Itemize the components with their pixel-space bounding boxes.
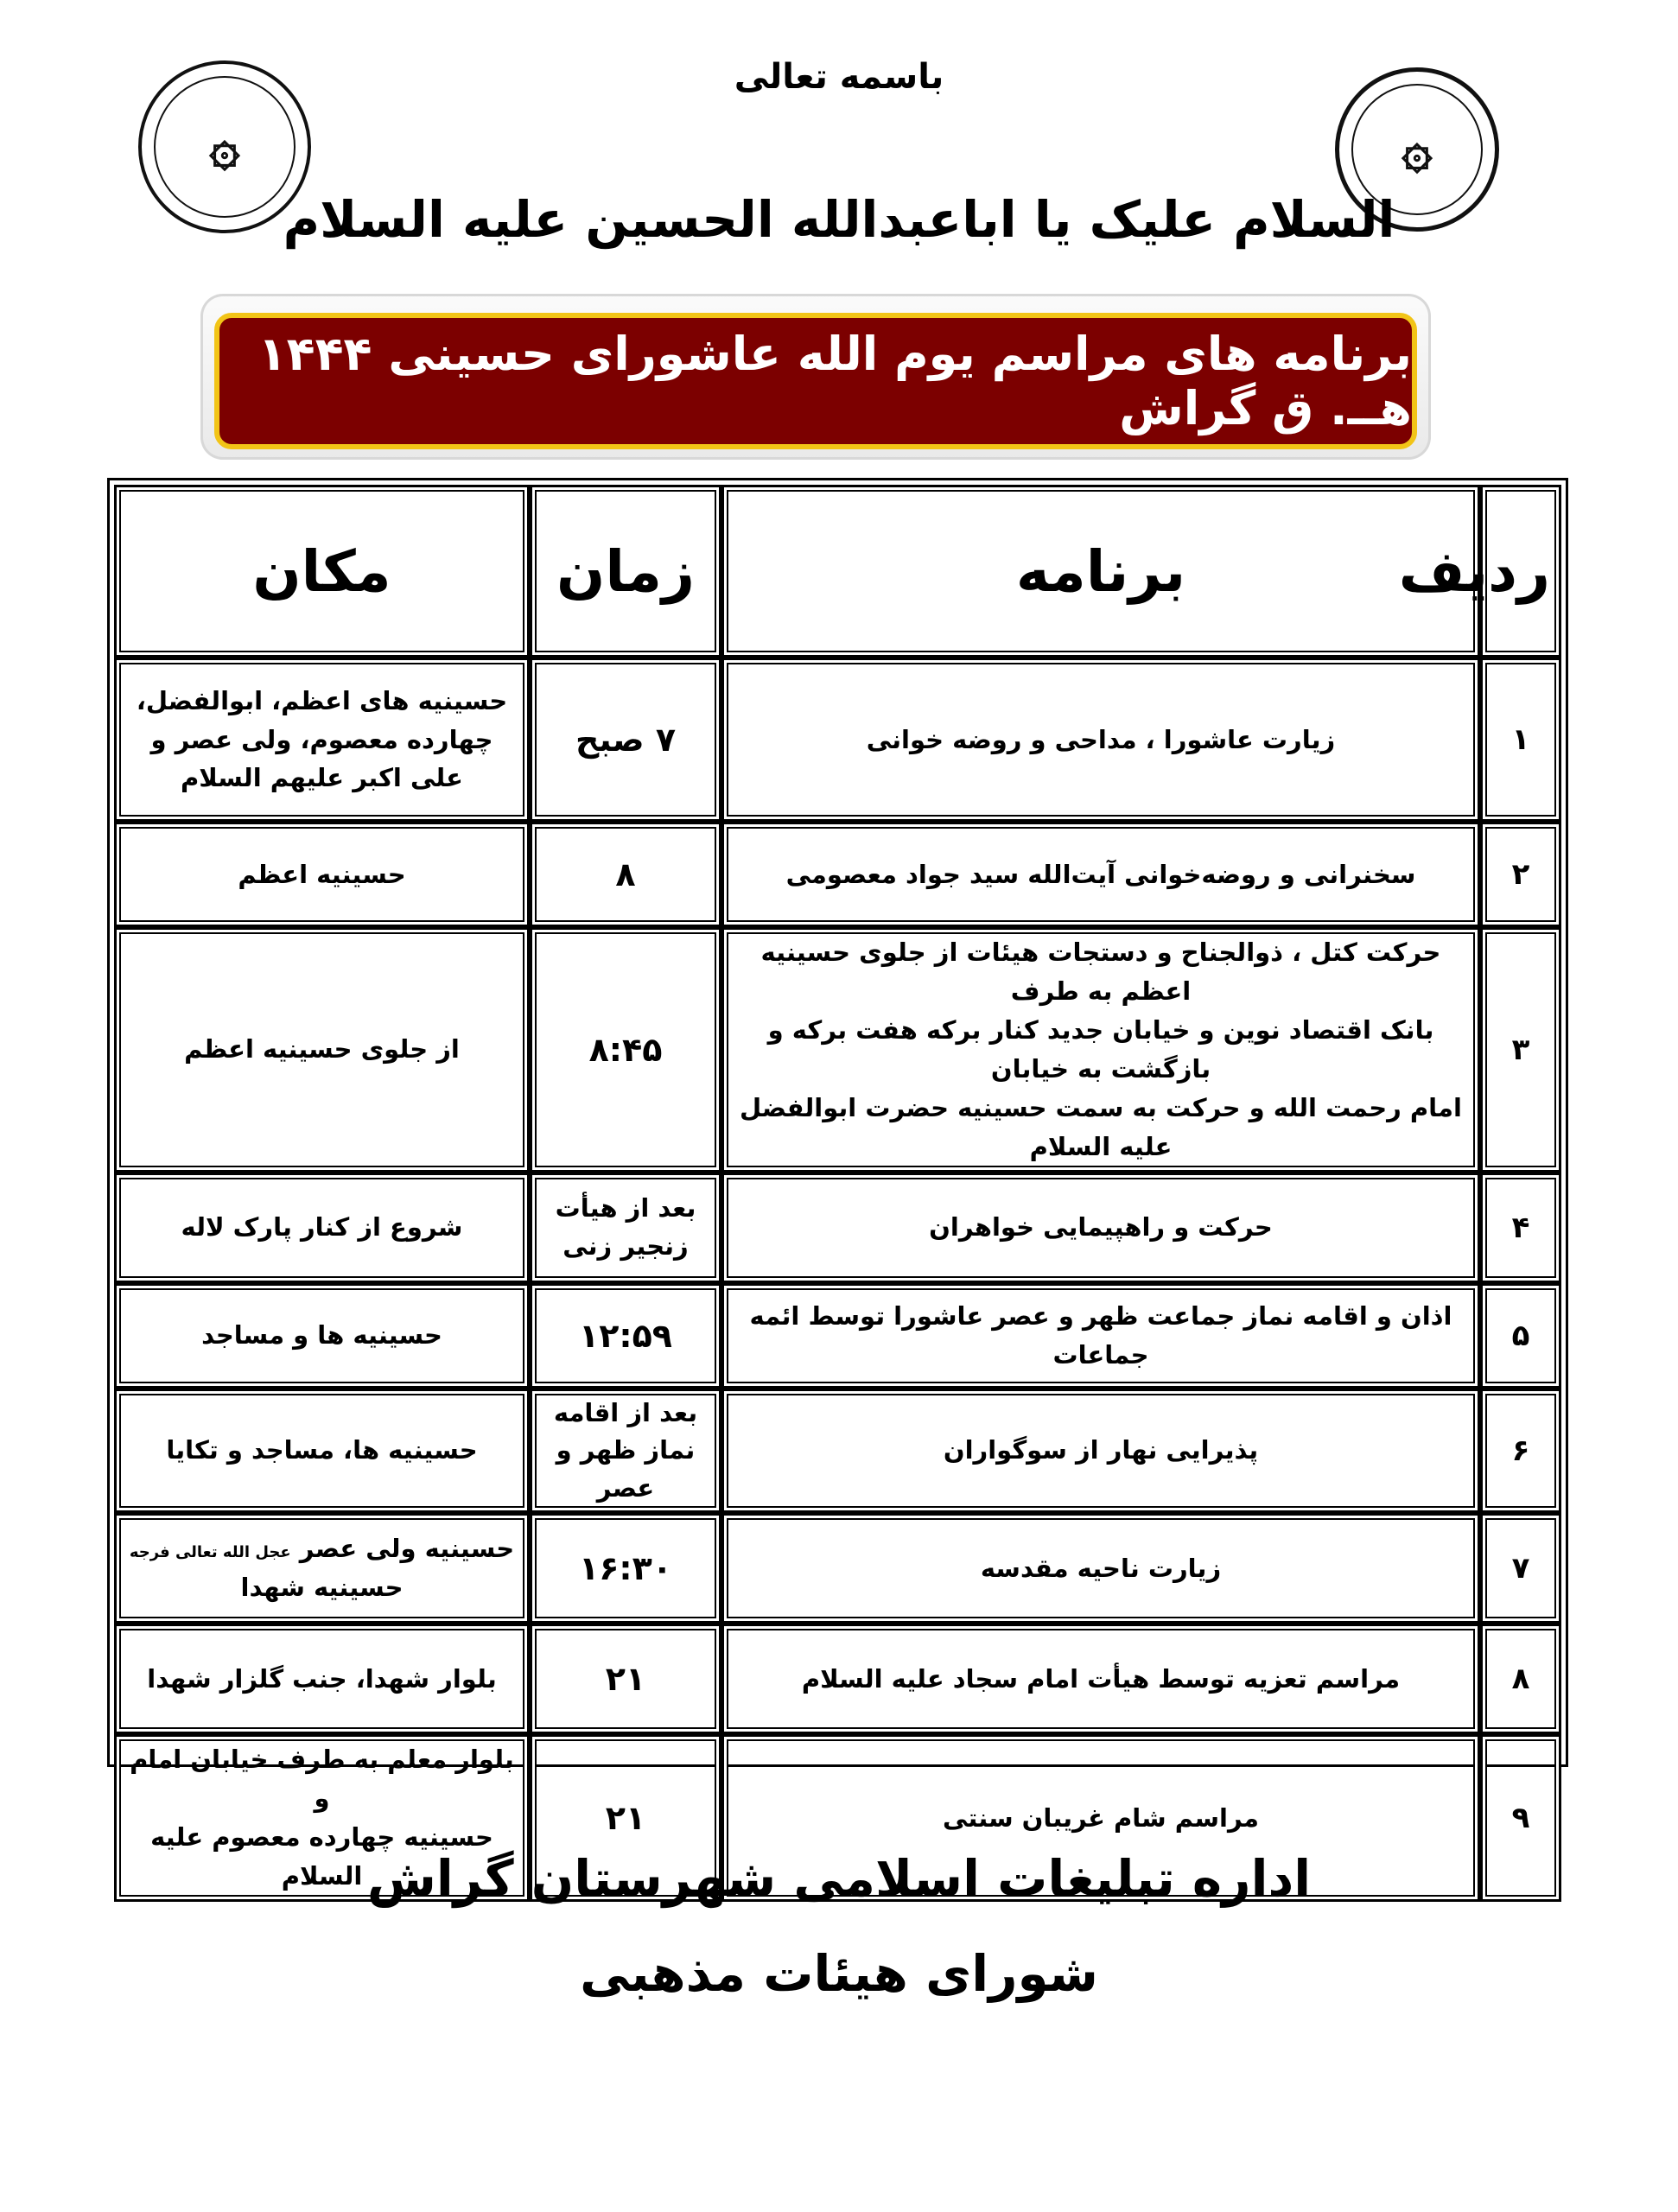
time-cell: ۸:۴۵ bbox=[530, 927, 721, 1173]
schedule-table bbox=[114, 485, 1561, 1902]
place-line: از جلوی حسینیه اعظم bbox=[184, 1034, 460, 1065]
row-number: ۸ bbox=[1480, 1624, 1561, 1734]
time-cell: ۱۶:۳۰ bbox=[530, 1513, 721, 1624]
table-row bbox=[114, 1173, 1561, 1283]
place-line: حسینیه اعظم bbox=[238, 859, 406, 889]
organization-name: اداره تبلیغات اسلامی شهرستان گراش bbox=[366, 1849, 1312, 1908]
program-cell: سخنرانی و روضه‌خوانی آیت‌الله سید جواد معصومی bbox=[721, 822, 1480, 927]
program-cell: اذان و اقامه نماز جماعت ظهر و عصر عاشورا توسط ائمه جماعات bbox=[721, 1283, 1480, 1389]
place-main: حسینیه ولی عصر bbox=[299, 1534, 515, 1564]
row-number: ۳ bbox=[1480, 927, 1561, 1173]
table-row bbox=[114, 1624, 1561, 1734]
program-cell bbox=[721, 927, 1480, 1173]
row-number: ۶ bbox=[1480, 1389, 1561, 1514]
row-number: ۵ bbox=[1480, 1283, 1561, 1389]
table-row bbox=[114, 927, 1561, 1173]
council-seal-glyph: ۞ bbox=[209, 117, 240, 177]
place-cell bbox=[114, 1283, 530, 1389]
time-cell bbox=[530, 1173, 721, 1283]
place-line: چهارده معصوم، ولی عصر و bbox=[150, 724, 493, 754]
place-honorific: عجل الله تعالی فرجه bbox=[129, 1543, 291, 1562]
place-line: حسینیه ها، مساجد و تکایا bbox=[166, 1435, 478, 1465]
place-cell bbox=[114, 1624, 530, 1734]
place-line bbox=[125, 1529, 518, 1568]
time-line: بعد از هیأت bbox=[555, 1193, 696, 1224]
header-place: مکان bbox=[114, 485, 530, 658]
time-cell bbox=[530, 1389, 721, 1514]
time-cell: ۲۱ bbox=[530, 1624, 721, 1734]
table-row bbox=[114, 658, 1561, 822]
org-seal-glyph: ۞ bbox=[1402, 119, 1433, 180]
row-number: ۷ bbox=[1480, 1513, 1561, 1624]
place-line: حسینیه های اعظم، ابوالفضل، bbox=[136, 685, 508, 715]
time-cell: ۸ bbox=[530, 822, 721, 927]
program-cell: پذیرایی نهار از سوگواران bbox=[721, 1389, 1480, 1514]
place-cell bbox=[114, 1389, 530, 1514]
time-cell: ۱۲:۵۹ bbox=[530, 1283, 721, 1389]
title-banner bbox=[214, 313, 1417, 449]
program-line: حرکت کتل ، ذوالجناح و دستجات هیئات از جلوی حسینیه اعظم به طرف bbox=[760, 938, 1441, 1006]
table-row bbox=[114, 1283, 1561, 1389]
place-line: بلوار شهدا، جنب گلزار شهدا bbox=[147, 1663, 497, 1694]
place-cell bbox=[114, 927, 530, 1173]
salutation-heading: السلام علیک یا اباعبدالله الحسین علیه السلام bbox=[283, 190, 1395, 249]
basmala-heading: باسمه تعالی bbox=[734, 57, 944, 97]
time-cell: ۲۱ bbox=[530, 1734, 721, 1902]
program-line: امام رحمت الله و حرکت به سمت حسینیه حضرت ابوالفضل علیه السلام bbox=[740, 1092, 1462, 1161]
table-row bbox=[114, 1513, 1561, 1624]
row-number: ۱ bbox=[1480, 658, 1561, 822]
place-line: حسینیه ها و مساجد bbox=[201, 1320, 442, 1351]
place-line: حسینیه چهارده معصوم علیه السلام bbox=[150, 1822, 493, 1891]
time-line: نماز ظهر و عصر bbox=[556, 1435, 696, 1503]
row-number: ۲ bbox=[1480, 822, 1561, 927]
program-cell: مراسم تعزیه توسط هیأت امام سجاد علیه السلام bbox=[721, 1624, 1480, 1734]
header-program: برنامه bbox=[721, 485, 1480, 658]
program-line: بانک اقتصاد نوین و خیابان جدید کنار برکه هفت برکه و بازگشت به خیابان bbox=[767, 1014, 1434, 1084]
table-row bbox=[114, 1389, 1561, 1514]
place-cell bbox=[114, 658, 530, 822]
header-row-number: ردیف bbox=[1480, 485, 1561, 658]
place-cell bbox=[114, 1513, 530, 1624]
program-cell: حرکت و راهپیمایی خواهران bbox=[721, 1173, 1480, 1283]
place-line: علی اکبر علیهم السلام bbox=[181, 763, 463, 793]
program-cell: زیارت ناحیه مقدسه bbox=[721, 1513, 1480, 1624]
banner-title: برنامه های مراسم یوم الله عاشورای حسینی ۱۴۴۴ هــ. ق گراش bbox=[257, 327, 1412, 435]
council-name: شورای هیئات مذهبی bbox=[580, 1944, 1098, 2003]
place-line: بلوار معلم به طرف خیابان امام و bbox=[130, 1745, 514, 1814]
place-cell bbox=[114, 1173, 530, 1283]
header-time: زمان bbox=[530, 485, 721, 658]
row-number: ۹ bbox=[1480, 1734, 1561, 1902]
program-cell: مراسم شام غریبان سنتی bbox=[721, 1734, 1480, 1902]
time-line: بعد از اقامه bbox=[553, 1397, 698, 1427]
time-cell: ۷ صبح bbox=[530, 658, 721, 822]
place-line: شروع از کنار پارک لاله bbox=[181, 1212, 463, 1243]
place-line: حسینیه شهدا bbox=[240, 1573, 404, 1603]
row-number: ۴ bbox=[1480, 1173, 1561, 1283]
time-line: زنجیر زنی bbox=[563, 1230, 689, 1261]
place-cell bbox=[114, 822, 530, 927]
table-row bbox=[114, 822, 1561, 927]
table-header-row bbox=[114, 485, 1561, 658]
program-cell: زیارت عاشورا ، مداحی و روضه خوانی bbox=[721, 658, 1480, 822]
